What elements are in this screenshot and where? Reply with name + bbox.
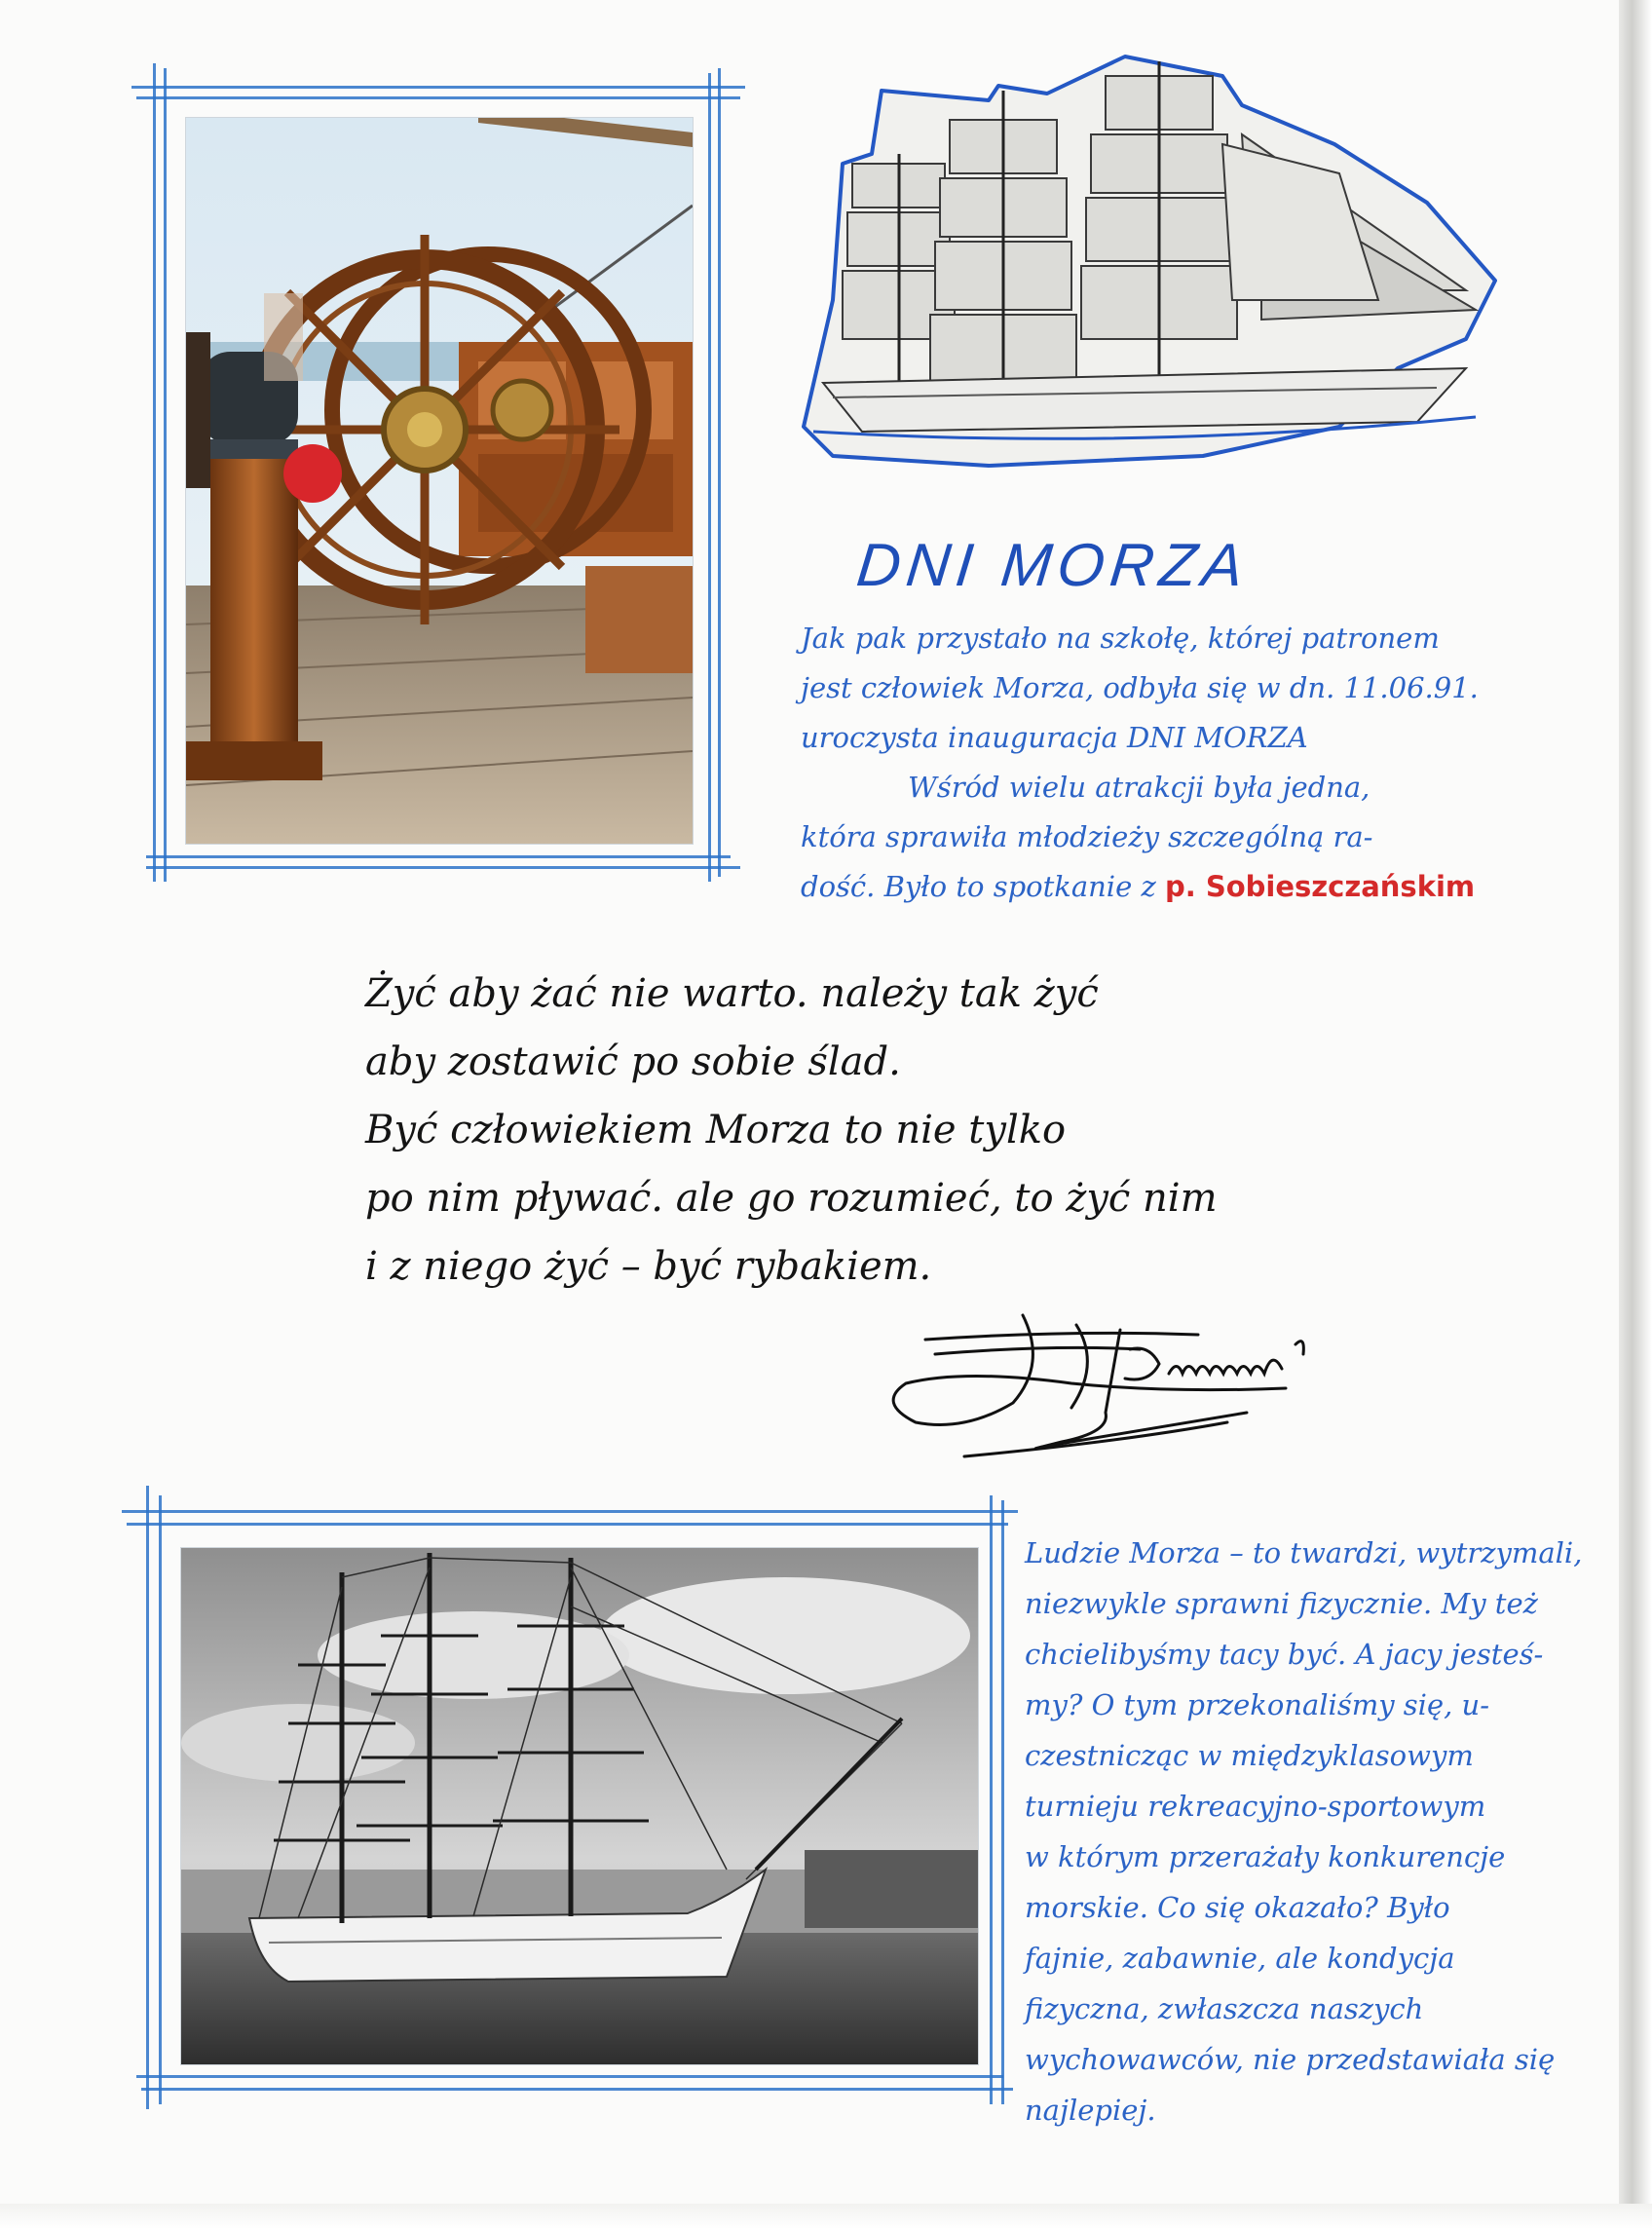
- page-bottom-edge: [0, 2204, 1652, 2229]
- page-edge: [1619, 0, 1652, 2229]
- top-paragraph-line: Jak pak przystało na szkołę, której patronem: [801, 622, 1440, 655]
- bottom-paragraph-line: czestnicząc w międzyklasowym: [1025, 1739, 1474, 1772]
- sailing-ship-cutout: [794, 47, 1505, 475]
- handwritten-signature: [877, 1296, 1393, 1466]
- bottom-paragraph-line: morskie. Co się okazało? Było: [1025, 1891, 1450, 1924]
- bottom-paragraph: [1025, 1528, 1609, 2135]
- ships-wheel-photo: [185, 117, 694, 845]
- quote-line: aby zostawić po sobie ślad.: [365, 1039, 901, 1084]
- quote-line: Żyć aby żać nie warto. należy tak żyć: [365, 971, 1099, 1016]
- top-paragraph-last-line: [801, 862, 1580, 912]
- heading-dni-morza: DNI MORZA: [853, 532, 1253, 599]
- quote-line: po nim pływać. ale go rozumieć, to żyć nim: [365, 1176, 1218, 1221]
- quote-line: Być człowiekiem Morza to nie tylko: [365, 1108, 1067, 1152]
- top-paragraph-line: jest człowiek Morza, odbyła się w dn. 11.06.91.: [801, 671, 1479, 704]
- highlighted-name: p. Sobieszczańskim: [1164, 870, 1476, 903]
- bottom-paragraph-line: turnieju rekreacyjno-sportowym: [1025, 1790, 1486, 1823]
- top-paragraph-line: uroczysta inauguracja DNI MORZA: [801, 721, 1308, 754]
- bottom-paragraph-line: Ludzie Morza – to twardzi, wytrzymali,: [1025, 1536, 1583, 1569]
- bottom-paragraph-line: fajnie, zabawnie, ale kondycja: [1025, 1942, 1455, 1975]
- top-paragraph-line: Wśród wielu atrakcji była jedna,: [908, 771, 1370, 804]
- top-paragraph-line: dość. Było to spotkanie z: [801, 870, 1156, 903]
- bottom-paragraph-line: najlepiej.: [1025, 2094, 1156, 2127]
- bottom-paragraph-line: chcielibyśmy tacy być. A jacy jesteś-: [1025, 1638, 1544, 1671]
- top-paragraph-line: która sprawiła młodzieży szczególną ra-: [801, 820, 1373, 853]
- quote-text: [365, 960, 1378, 1301]
- bottom-paragraph-line: wychowawców, nie przedstawiała się: [1025, 2043, 1556, 2076]
- quote-line: i z niego żyć – być rybakiem.: [365, 1244, 932, 1289]
- top-paragraph: [801, 614, 1580, 912]
- bottom-paragraph-line: niezwykle sprawni fizycznie. My też: [1025, 1587, 1538, 1620]
- bottom-paragraph-line: my? O tym przekonaliśmy się, u-: [1025, 1688, 1490, 1721]
- tall-ship-photo: [180, 1547, 979, 2065]
- bottom-paragraph-line: w którym przerażały konkurencje: [1025, 1840, 1506, 1873]
- bottom-paragraph-line: fizyczna, zwłaszcza naszych: [1025, 1992, 1424, 2025]
